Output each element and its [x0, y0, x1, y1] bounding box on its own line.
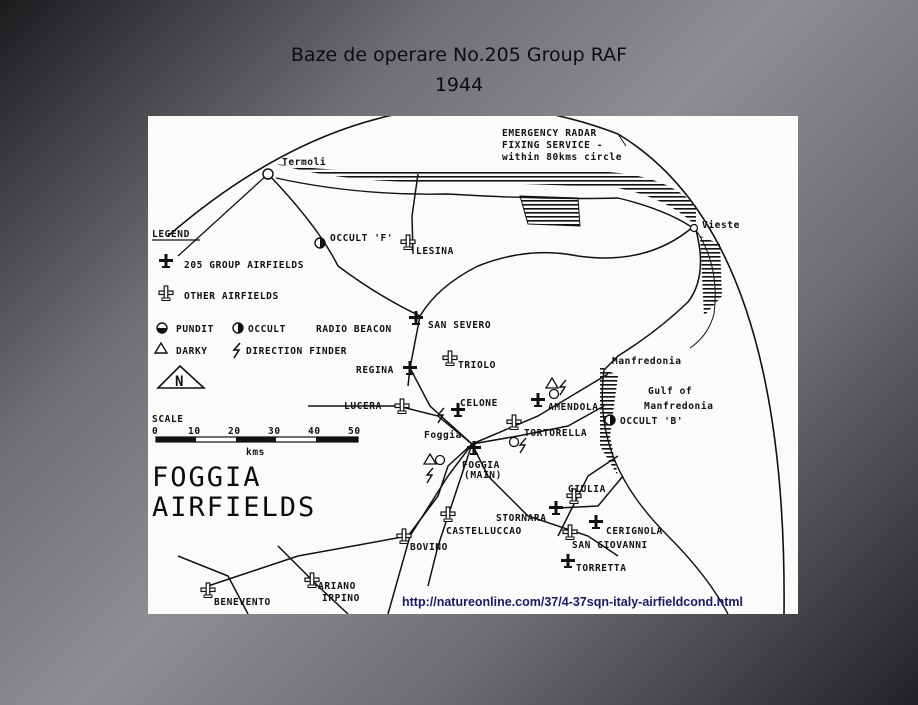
airfield-lucera-icon	[395, 399, 409, 414]
scale-bar	[152, 414, 361, 458]
radio-beacon-icon	[371, 212, 382, 225]
map-drawing	[148, 116, 798, 614]
svg-text:DARKY: DARKY	[176, 346, 208, 357]
place-lucera: LUCERA	[344, 401, 382, 412]
svg-text:LEGEND: LEGEND	[152, 229, 190, 240]
svg-text:0: 0	[152, 426, 159, 437]
slide-subtitle-year: 1944	[434, 74, 484, 96]
place-tortorella: TORTORELLA	[524, 428, 588, 439]
group-airfield-icon	[159, 254, 173, 268]
airfield-amendola-icon	[531, 393, 545, 407]
svg-text:40: 40	[308, 426, 321, 437]
foggia-airfields-map	[148, 116, 798, 614]
place-celone: CELONE	[460, 398, 498, 409]
place-san-giovanni: SAN GIOVANNI	[572, 540, 648, 551]
place-giulia: GIULIA	[568, 484, 606, 495]
airfield-regina-icon	[403, 361, 417, 375]
pundit-icon	[157, 323, 167, 333]
svg-text:50: 50	[348, 426, 361, 437]
place-termoli: Termoli	[282, 157, 327, 168]
svg-text:30: 30	[268, 426, 281, 437]
emergency-radar-note	[502, 128, 622, 163]
place-foggia-main-sub: (MAIN)	[464, 470, 502, 481]
airfield-torretta-icon	[561, 554, 575, 568]
svg-text:PUNDIT: PUNDIT	[176, 324, 214, 335]
svg-text:205 GROUP AIRFIELDS: 205 GROUP AIRFIELDS	[184, 260, 305, 271]
slide-title: Baze de operare No.205 Group RAF	[290, 44, 628, 66]
coastline-hatching	[276, 164, 696, 226]
source-url: http://natureonline.com/37/4-37sqn-italy-airfieldcond.html	[402, 595, 744, 609]
place-amendola: AMENDOLA	[548, 402, 599, 413]
airfield-benevento-icon	[201, 583, 215, 598]
airfield-castelluccao-icon	[441, 507, 455, 522]
airfield-stornara-icon	[549, 501, 563, 515]
svg-text:RADIO BEACON: RADIO BEACON	[316, 324, 392, 335]
svg-text:20: 20	[228, 426, 241, 437]
airfield-san-severo-icon	[409, 311, 423, 325]
svg-text:within 80kms circle: within 80kms circle	[502, 152, 623, 163]
place-castelluccao: CASTELLUCCAO	[446, 526, 522, 537]
place-occult-b: OCCULT 'B'	[620, 416, 684, 427]
occult-b-marker	[605, 415, 615, 425]
place-benevento: BENEVENTO	[214, 597, 271, 608]
svg-text:DIRECTION FINDER: DIRECTION FINDER	[246, 346, 348, 357]
darky-icon	[155, 343, 167, 353]
place-vieste: Vieste	[702, 220, 740, 231]
radio-beacon-icon	[303, 322, 314, 335]
place-regina: REGINA	[356, 365, 394, 376]
place-foggia-main: FOGGIA	[462, 460, 500, 471]
map-title-airfields: AIRFIELDS	[152, 492, 317, 523]
airfield-san-giovanni-icon	[563, 525, 577, 540]
place-gulf-of: Gulf of	[648, 386, 693, 397]
svg-text:EMERGENCY RADAR: EMERGENCY RADAR	[502, 128, 597, 139]
place-irpino: IRPINO	[322, 593, 360, 604]
place-lesina: LESINA	[416, 246, 454, 257]
place-ariano: ARIANO	[318, 581, 356, 592]
airfield-cerignola-icon	[589, 515, 603, 529]
airfield-triolo-icon	[443, 351, 457, 366]
place-occult-f: OCCULT 'F'	[330, 233, 394, 244]
place-manfredonia: Manfredonia	[612, 356, 682, 367]
map-title-foggia: FOGGIA	[152, 462, 262, 493]
svg-text:10: 10	[188, 426, 201, 437]
other-airfield-icon	[159, 286, 173, 301]
occult-icon	[233, 323, 243, 333]
svg-text:OCCULT: OCCULT	[248, 324, 286, 335]
place-gulf-manfredonia: Manfredonia	[644, 401, 714, 412]
place-stornara: STORNARA	[496, 513, 547, 524]
north-arrow	[158, 366, 204, 390]
place-foggia: Foggia	[424, 430, 462, 441]
place-triolo: TRIOLO	[458, 360, 496, 371]
svg-text:FIXING SERVICE -: FIXING SERVICE -	[502, 140, 604, 151]
radar-line	[178, 174, 268, 256]
svg-text:SCALE: SCALE	[152, 414, 184, 425]
direction-finder-icon	[234, 343, 240, 358]
svg-text:kms: kms	[246, 447, 265, 458]
place-torretta: TORRETTA	[576, 563, 627, 574]
airfield-tortorella-icon	[507, 415, 521, 430]
svg-text:OTHER AIRFIELDS: OTHER AIRFIELDS	[184, 291, 279, 302]
occult-f-marker	[315, 238, 325, 248]
place-san-severo: SAN SEVERO	[428, 320, 492, 331]
svg-text:N: N	[175, 374, 184, 390]
place-cerignola: CERIGNOLA	[606, 526, 663, 537]
place-bovino: BOVINO	[410, 542, 448, 553]
